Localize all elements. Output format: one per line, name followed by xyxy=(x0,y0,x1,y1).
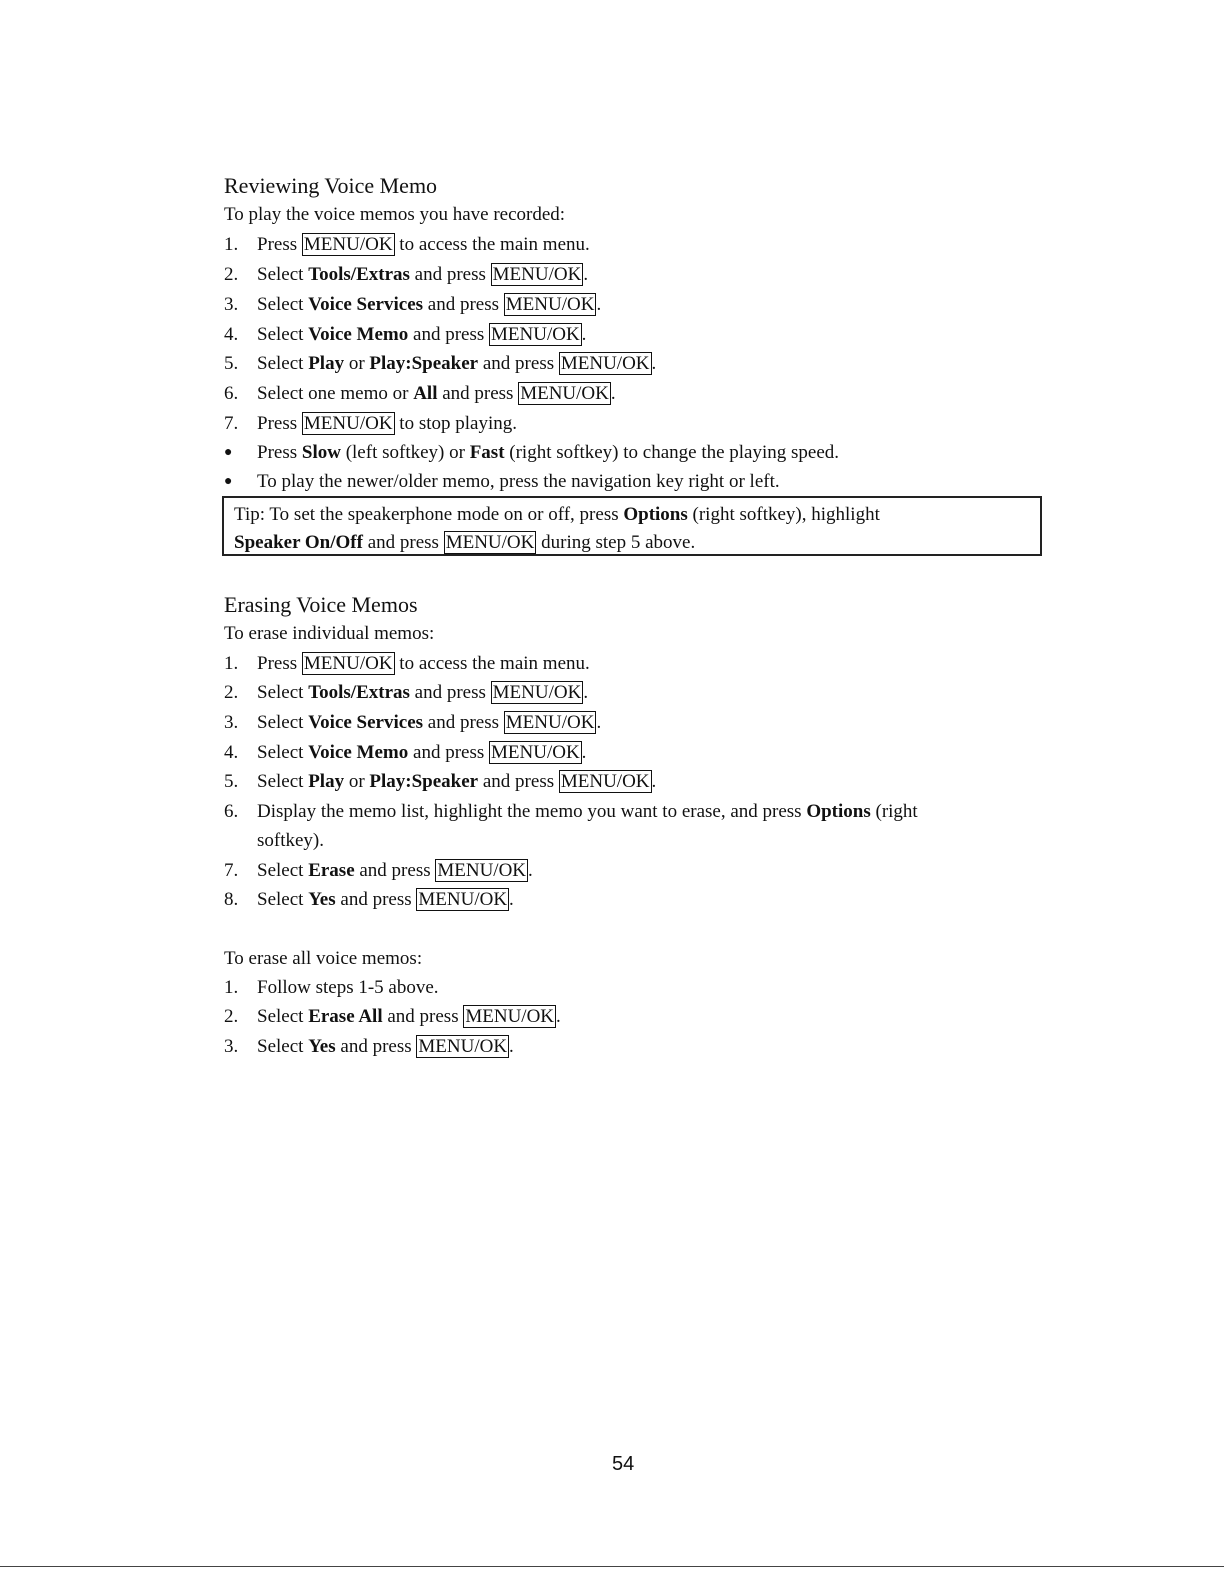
menu-ok-key: MENU/OK xyxy=(492,682,582,703)
step-number: 1. xyxy=(224,653,239,674)
bullet-icon: ● xyxy=(224,474,233,489)
erasing-all-step-1 xyxy=(224,975,439,1001)
step-text: and press xyxy=(409,682,491,703)
step-number: 4. xyxy=(224,742,239,763)
menu-ok-key: MENU/OK xyxy=(491,742,580,763)
menu-item-name: All xyxy=(413,383,438,404)
step-number: 1. xyxy=(224,234,239,255)
step-text: . xyxy=(596,712,602,733)
step-text: and press xyxy=(409,264,491,285)
step-text: to access the main menu. xyxy=(394,653,590,674)
menu-item-name: Yes xyxy=(308,1036,336,1057)
step-text: Press xyxy=(257,413,302,434)
step-text: . xyxy=(596,294,602,315)
step-text: and press xyxy=(382,1006,464,1027)
step-text: and press xyxy=(408,742,489,763)
step-text: or xyxy=(344,771,370,792)
reviewing-step-3 xyxy=(224,292,601,318)
tip-line-2 xyxy=(234,530,695,556)
reviewing-bullet-1 xyxy=(224,440,839,466)
menu-item-name: Speaker On/Off xyxy=(234,532,363,553)
step-number: 6. xyxy=(224,383,239,404)
section-title-erasing: Erasing Voice Memos xyxy=(224,592,418,617)
step-text: Press xyxy=(257,653,302,674)
menu-ok-key: MENU/OK xyxy=(303,653,393,674)
step-text: . xyxy=(651,353,657,374)
softkey-name: Slow xyxy=(301,442,341,463)
step-text: and press xyxy=(335,889,417,910)
step-text: Select xyxy=(257,294,309,315)
menu-item-name: Tools/Extras xyxy=(308,682,410,703)
tip-text: during step 5 above. xyxy=(536,532,696,553)
step-number: 5. xyxy=(224,353,239,374)
step-text: and press xyxy=(478,771,559,792)
step-number: 2. xyxy=(224,682,239,703)
menu-item-name: Erase All xyxy=(308,1006,383,1027)
step-text: . xyxy=(528,860,533,881)
menu-item-name: Play xyxy=(308,771,345,792)
bullet-text: To play the newer/older memo, press the navigation key right or left. xyxy=(257,471,780,492)
step-number: 4. xyxy=(224,324,239,345)
erasing-step-3 xyxy=(224,710,601,736)
step-text: and press xyxy=(354,860,436,881)
step-number: 3. xyxy=(224,1036,239,1057)
tip-line-1 xyxy=(234,502,880,528)
step-text: Select xyxy=(257,682,309,703)
menu-item-name: Play:Speaker xyxy=(369,771,479,792)
menu-ok-key: MENU/OK xyxy=(492,264,582,285)
step-text: and press xyxy=(437,383,519,404)
step-number: 6. xyxy=(224,801,239,822)
step-text: (right xyxy=(870,801,918,822)
step-number: 2. xyxy=(224,264,239,285)
menu-ok-key: MENU/OK xyxy=(418,1036,508,1057)
step-text: . xyxy=(610,383,616,404)
menu-item-name: Voice Memo xyxy=(308,742,409,763)
reviewing-step-6 xyxy=(224,381,616,407)
erasing-step-1 xyxy=(224,651,590,677)
menu-ok-key: MENU/OK xyxy=(465,1006,555,1027)
menu-item-name: Erase xyxy=(308,860,355,881)
bullet-text: (right softkey) to change the playing speed. xyxy=(504,442,840,463)
tip-box xyxy=(222,496,1042,556)
step-text: and press xyxy=(423,294,504,315)
erasing-all-step-2 xyxy=(224,1004,561,1030)
tip-text: Tip: To set the speakerphone mode on or off, press xyxy=(234,504,624,525)
section-title-reviewing: Reviewing Voice Memo xyxy=(224,173,438,198)
step-text: Select xyxy=(257,324,309,345)
erasing-step-8 xyxy=(224,887,514,913)
menu-item-name: Yes xyxy=(308,889,336,910)
step-text: . xyxy=(583,264,589,285)
erasing-all-step-3 xyxy=(224,1034,514,1060)
step-text: softkey). xyxy=(257,830,325,851)
step-text: Select xyxy=(257,860,309,881)
step-number: 3. xyxy=(224,712,239,733)
erasing-intro: To erase individual memos: xyxy=(224,623,435,644)
bullet-text: Press xyxy=(257,442,302,463)
step-text: Select xyxy=(257,264,309,285)
menu-item-name: Voice Memo xyxy=(308,324,409,345)
menu-ok-key: MENU/OK xyxy=(491,324,580,345)
step-text: Follow steps 1-5 above. xyxy=(257,977,439,998)
erasing-intro-all: To erase all voice memos: xyxy=(224,948,423,969)
step-text: Select xyxy=(257,771,309,792)
bullet-text: (left softkey) or xyxy=(340,442,470,463)
step-number: 3. xyxy=(224,294,239,315)
menu-ok-key: MENU/OK xyxy=(437,860,527,881)
step-number: 8. xyxy=(224,889,239,910)
step-text: Select xyxy=(257,742,309,763)
step-text: and press xyxy=(335,1036,417,1057)
step-text: Press xyxy=(257,234,302,255)
step-text: . xyxy=(581,324,587,345)
menu-item-name: Play xyxy=(308,353,345,374)
reviewing-bullet-2 xyxy=(224,469,780,495)
erasing-step-5 xyxy=(224,769,656,795)
step-text: and press xyxy=(423,712,504,733)
bullet-icon: ● xyxy=(224,445,233,460)
reviewing-step-2 xyxy=(224,262,588,288)
step-text: Select xyxy=(257,889,309,910)
step-number: 1. xyxy=(224,977,239,998)
step-number: 2. xyxy=(224,1006,239,1027)
step-text: . xyxy=(581,742,587,763)
menu-ok-key: MENU/OK xyxy=(505,712,595,733)
step-number: 7. xyxy=(224,860,239,881)
reviewing-step-4 xyxy=(224,322,586,348)
reviewing-intro: To play the voice memos you have recorded: xyxy=(224,204,566,225)
erasing-step-7 xyxy=(224,858,533,884)
menu-item-name: Tools/Extras xyxy=(308,264,410,285)
step-text: Select one memo or xyxy=(257,383,414,404)
step-text: Select xyxy=(257,353,309,374)
step-text: . xyxy=(509,889,514,910)
softkey-name: Fast xyxy=(469,442,505,463)
step-text: Display the memo list, highlight the memo you want to erase, and press xyxy=(257,801,807,822)
page-number: 54 xyxy=(612,1453,635,1475)
softkey-name: Options xyxy=(623,504,688,525)
step-text: Select xyxy=(257,1006,309,1027)
erasing-step-6-cont xyxy=(224,828,324,854)
menu-item-name: Voice Services xyxy=(308,294,424,315)
step-text: . xyxy=(651,771,657,792)
step-text: . xyxy=(509,1036,514,1057)
step-number: 7. xyxy=(224,413,239,434)
step-text: Select xyxy=(257,712,309,733)
step-text: . xyxy=(583,682,589,703)
step-text: Select xyxy=(257,1036,309,1057)
menu-ok-key: MENU/OK xyxy=(505,294,595,315)
tip-text: (right softkey), highlight xyxy=(687,504,880,525)
step-text: and press xyxy=(478,353,559,374)
softkey-name: Options xyxy=(806,801,871,822)
erasing-step-2 xyxy=(224,680,588,706)
menu-ok-key: MENU/OK xyxy=(445,532,535,553)
reviewing-step-1 xyxy=(224,232,590,258)
step-text: to access the main menu. xyxy=(394,234,590,255)
step-text: or xyxy=(344,353,370,374)
erasing-step-6 xyxy=(224,799,918,825)
step-text: . xyxy=(556,1006,561,1027)
menu-ok-key: MENU/OK xyxy=(560,353,650,374)
reviewing-step-5 xyxy=(224,351,656,377)
footer-rule xyxy=(0,1566,1224,1567)
menu-ok-key: MENU/OK xyxy=(520,383,609,404)
menu-ok-key: MENU/OK xyxy=(560,771,650,792)
erasing-step-4 xyxy=(224,740,586,766)
menu-item-name: Voice Services xyxy=(308,712,424,733)
reviewing-step-7 xyxy=(224,411,517,437)
step-number: 5. xyxy=(224,771,239,792)
menu-ok-key: MENU/OK xyxy=(303,413,393,434)
step-text: to stop playing. xyxy=(394,413,517,434)
menu-item-name: Play:Speaker xyxy=(369,353,479,374)
menu-ok-key: MENU/OK xyxy=(303,234,393,255)
step-text: and press xyxy=(408,324,489,345)
menu-ok-key: MENU/OK xyxy=(418,889,508,910)
tip-text: and press xyxy=(362,532,444,553)
